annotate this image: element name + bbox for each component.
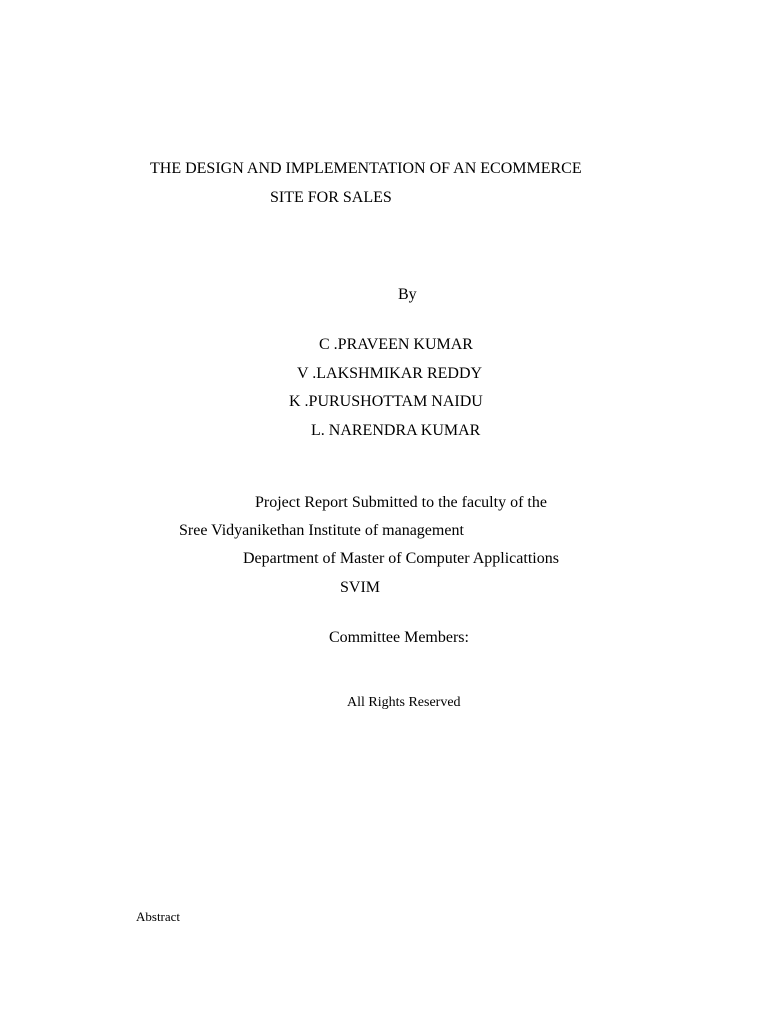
committee-label: Committee Members: [329,629,469,646]
abstract-label: Abstract [136,909,181,924]
author-1: C .PRAVEEN KUMAR [319,336,473,353]
rights-notice: All Rights Reserved [347,695,461,710]
submission-line-3: Department of Master of Computer Applicattions [243,550,559,567]
title-line-2: SITE FOR SALES [270,189,392,206]
author-2: V .LAKSHMIKAR REDDY [297,365,483,382]
title-line-1: THE DESIGN AND IMPLEMENTATION OF AN ECOMMERCE [150,160,582,177]
submission-line-4: SVIM [340,579,381,596]
submission-line-1: Project Report Submitted to the faculty of the [255,494,547,511]
submission-line-2: Sree Vidyanikethan Institute of management [179,522,464,539]
author-3: K .PURUSHOTTAM NAIDU [289,393,483,410]
author-4: L. NARENDRA KUMAR [311,422,481,439]
by-label: By [398,286,417,303]
